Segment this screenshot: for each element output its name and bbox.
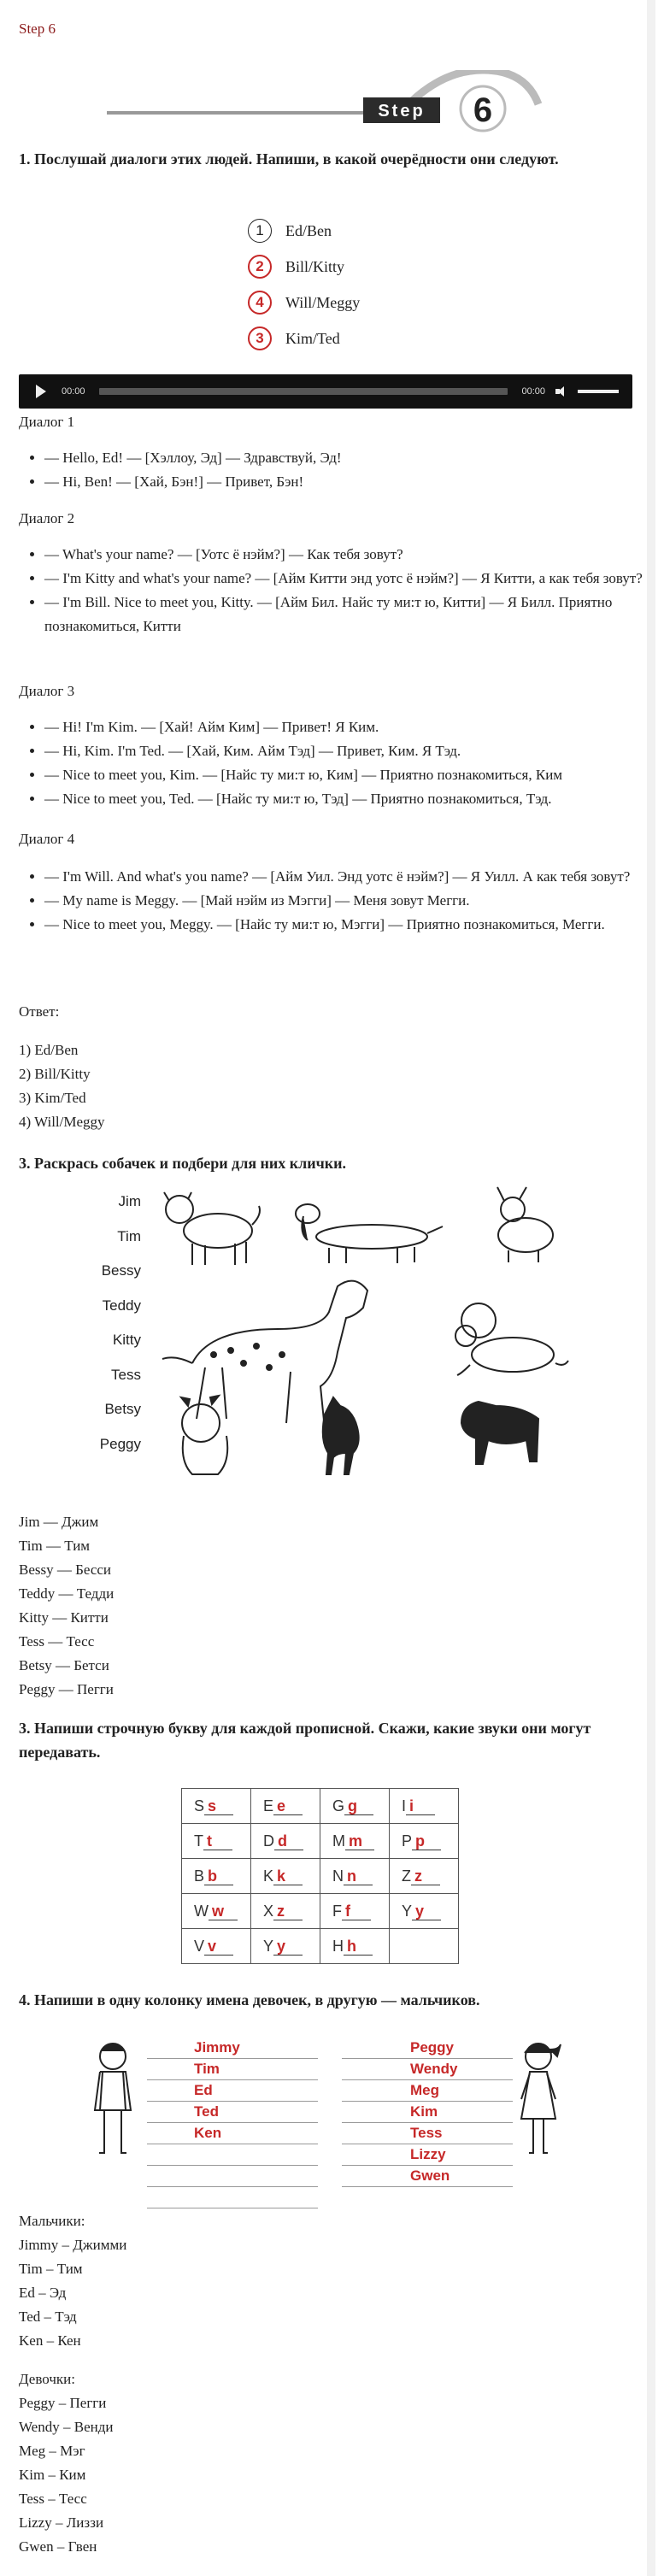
lowercase-answer: i (406, 1797, 435, 1815)
letter-cell (182, 1824, 251, 1859)
letter-cell (182, 1789, 251, 1824)
letter-cell (182, 1859, 251, 1894)
audio-current-time: 00:00 (62, 386, 85, 397)
toy-terrier-drawing (323, 1397, 359, 1474)
lowercase-answer: g (344, 1797, 373, 1815)
lowercase-answer: z (273, 1903, 303, 1920)
dialog-line: • — My name is Meggy. — [Май нэйм из Мэгги] — Меня зовут Мегги. (44, 889, 643, 913)
dog-translations (19, 1510, 114, 1702)
boy-name-line: Ed (147, 2080, 318, 2102)
dialog-line: • — Nice to meet you, Meggy. — [Найс ту ми:т ю, Мэгги] — Приятно познакомиться, Мегги. (44, 913, 643, 937)
dialog-line: • — Hi, Ben! — [Хай, Бэн!] — Привет, Бэн! (44, 470, 643, 494)
task4-heading: 4. Напиши в одну колонку имена девочек, в другую — мальчиков. (19, 1991, 480, 2008)
letter-cell (320, 1789, 390, 1824)
dog-name: Tim (117, 1227, 141, 1244)
capital-letter: F (332, 1902, 342, 1920)
boy-translation: Ted – Тэд (19, 2308, 77, 2325)
dialog-lines (19, 715, 643, 811)
capital-letter: G (332, 1797, 345, 1814)
letters-row (182, 1789, 459, 1824)
answer-line: 2) Bill/Kitty (19, 1066, 91, 1082)
girl-translation: Lizzy – Лиззи (19, 2514, 104, 2531)
dialog-lines (19, 865, 643, 937)
letter-cell (320, 1929, 390, 1964)
order-number: 1 (248, 219, 272, 243)
play-icon[interactable] (36, 385, 46, 398)
boy-name-line: Tim (147, 2059, 318, 2080)
lowercase-answer: d (274, 1832, 303, 1850)
girl-name-line: Peggy (342, 2038, 513, 2059)
girl-translation: Tess – Тесс (19, 2491, 87, 2507)
letters-row (182, 1929, 459, 1964)
letter-cell (182, 1894, 251, 1929)
order-number: 4 (248, 291, 272, 315)
lowercase-answer: h (344, 1938, 373, 1956)
dialog-line: • — I'm Kitty and what's your name? — [Айм Китти энд уотс ё нэйм?] — Я Китти, а как тебя зовут? (44, 567, 643, 591)
step-banner (107, 70, 543, 133)
dachshund-drawing (296, 1204, 443, 1263)
answer-line: 3) Kim/Ted (19, 1090, 86, 1106)
scottie-drawing (461, 1402, 538, 1464)
letters-row (182, 1824, 459, 1859)
lowercase-answer: t (203, 1832, 232, 1850)
boy-translation: Tim – Тим (19, 2261, 83, 2277)
pug-drawing (164, 1192, 260, 1265)
capital-letter: Y (263, 1937, 274, 1955)
letters-row (182, 1894, 459, 1929)
letter-cell (320, 1859, 390, 1894)
task1-heading: 1. Послушай диалоги этих людей. Напиши, в какой очерёдности они следуют. (19, 150, 559, 168)
girls-label: Девочки: (19, 2371, 75, 2387)
lowercase-answer: n (344, 1867, 373, 1885)
dialog-title: Диалог 3 (19, 683, 75, 699)
capital-letter: I (402, 1797, 407, 1814)
dog-name: Bessy (101, 1262, 141, 1279)
girl-translation: Peggy – Пегги (19, 2395, 107, 2411)
dialog-line: • — I'm Bill. Nice to meet you, Kitty. — [Айм Бил. Найс ту ми:т ю, Китти] — Я Билл. Приятно познакомиться, Китти (44, 591, 643, 638)
capital-letter: X (263, 1902, 274, 1920)
girl-name-line: Tess (342, 2123, 513, 2144)
dog-name-list (94, 1193, 141, 1470)
translation-line: Peggy — Пегги (19, 1681, 114, 1697)
boys-list (19, 2233, 126, 2353)
dog-name: Tess (111, 1366, 141, 1383)
dialog-title: Диалог 2 (19, 510, 75, 526)
boy-translation: Ed – Эд (19, 2285, 67, 2301)
dog-name: Kitty (112, 1332, 141, 1348)
dog-name: Teddy (102, 1297, 141, 1314)
capital-letter: W (194, 1902, 209, 1920)
letters-row (182, 1859, 459, 1894)
girl-name-line: Lizzy (342, 2144, 513, 2166)
letter-cell (390, 1859, 459, 1894)
audio-player[interactable] (19, 374, 632, 409)
lowercase-answer: y (412, 1903, 441, 1920)
boy-name-line (147, 2166, 318, 2187)
dialog-lines (19, 446, 643, 494)
dialog-title: Диалог 4 (19, 831, 75, 847)
capital-letter: V (194, 1937, 205, 1955)
boy-name-line: Jimmy (147, 2038, 318, 2059)
capital-letter: E (263, 1797, 274, 1814)
banner-word: Step (378, 102, 426, 121)
audio-progress-bar[interactable] (99, 388, 508, 395)
boy-name-line (147, 2144, 318, 2166)
letter-cell (320, 1824, 390, 1859)
translation-line: Tim — Тим (19, 1538, 91, 1554)
banner-number: 6 (473, 91, 493, 129)
letter-cell (390, 1824, 459, 1859)
letter-cell (251, 1929, 320, 1964)
lowercase-answer: v (204, 1938, 233, 1956)
boy-drawing (87, 2038, 138, 2166)
dog-name: Peggy (99, 1435, 141, 1452)
girl-translation: Wendy – Венди (19, 2419, 114, 2435)
boy-translation: Jimmy – Джимми (19, 2237, 127, 2253)
audio-total-time: 00:00 (521, 386, 545, 397)
order-item (248, 251, 344, 282)
order-names: Ed/Ben (285, 221, 332, 239)
letter-cell (390, 1894, 459, 1929)
order-item (248, 215, 332, 246)
dialog-line: • — I'm Will. And what's you name? — [Айм Уил. Энд уотс ё нэйм?] — Я Уилл. А как тебя зовут? (44, 865, 643, 889)
boy-name-line (147, 2187, 318, 2208)
letter-cell (251, 1824, 320, 1859)
step-title: Step 6 (19, 21, 56, 37)
order-number: 3 (248, 326, 272, 350)
girl-name-line: Kim (342, 2102, 513, 2123)
capital-letter: P (402, 1832, 413, 1850)
task3a-heading: 3. Раскрась собачек и подбери для них клички. (19, 1155, 347, 1172)
capital-letter: M (332, 1832, 345, 1850)
boy-name-line: Ted (147, 2102, 318, 2123)
capital-letter: T (194, 1832, 203, 1850)
answer-line: 4) Will/Meggy (19, 1114, 105, 1130)
lowercase-answer: p (412, 1832, 441, 1850)
poodle-drawing (455, 1303, 568, 1375)
lowercase-answer: z (411, 1867, 440, 1885)
chihuahua-drawing (497, 1187, 553, 1262)
lowercase-answer: e (273, 1797, 303, 1815)
lowercase-answer: f (342, 1903, 371, 1920)
answer-label: Ответ: (19, 1003, 60, 1020)
capital-letter: B (194, 1867, 205, 1885)
order-names: Bill/Kitty (285, 257, 345, 275)
dialog-line: • — Hello, Ed! — [Хэллоу, Эд] — Здравствуй, Эд! (44, 446, 643, 470)
dog-name: Jim (118, 1193, 141, 1209)
answer-lines (19, 1038, 105, 1134)
capital-letter: Y (402, 1902, 413, 1920)
letter-cell (251, 1859, 320, 1894)
dialog-title: Диалог 1 (19, 414, 75, 430)
order-item (248, 323, 340, 354)
order-item (248, 287, 360, 318)
girl-name-line: Gwen (342, 2166, 513, 2187)
girl-drawing (513, 2038, 564, 2166)
volume-icon[interactable] (555, 386, 567, 397)
dog-name: Betsy (104, 1401, 141, 1417)
letter-cell (390, 1929, 459, 1964)
translation-line: Betsy — Бетси (19, 1657, 109, 1673)
letter-cell (182, 1929, 251, 1964)
letter-cell (251, 1789, 320, 1824)
girl-translation: Gwen – Гвен (19, 2538, 97, 2555)
capital-letter: K (263, 1867, 274, 1885)
dialog-line: • — Nice to meet you, Ted. — [Найс ту ми:т ю, Тэд] — Приятно познакомиться, Тэд. (44, 787, 643, 811)
boy-translation: Ken – Кен (19, 2332, 81, 2349)
capital-letter: H (332, 1937, 344, 1955)
translation-line: Bessy — Бесси (19, 1561, 112, 1578)
order-names: Kim/Ted (285, 329, 340, 347)
dialog-line: • — Hi! I'm Kim. — [Хай! Айм Ким] — Привет! Я Ким. (44, 715, 643, 739)
translation-line: Teddy — Тедди (19, 1585, 115, 1602)
capital-letter: Z (402, 1867, 411, 1885)
lowercase-answer: b (204, 1867, 233, 1885)
lowercase-answer: k (273, 1867, 303, 1885)
capital-letter: N (332, 1867, 344, 1885)
translation-line: Jim — Джим (19, 1514, 99, 1530)
boys-label: Мальчики: (19, 2213, 85, 2229)
letters-table (181, 1788, 459, 1964)
translation-line: Tess — Тесс (19, 1633, 95, 1650)
boy-name-line: Ken (147, 2123, 318, 2144)
letter-cell (390, 1789, 459, 1824)
dialog-line: • — Nice to meet you, Kim. — [Найс ту ми:т ю, Ким] — Приятно познакомиться, Ким (44, 763, 643, 787)
boys-names-column (147, 2038, 318, 2208)
order-number: 2 (248, 255, 272, 279)
capital-letter: S (194, 1797, 205, 1814)
girls-list (19, 2391, 113, 2559)
letter-cell (320, 1894, 390, 1929)
order-names: Will/Meggy (285, 293, 361, 311)
dogs-illustration (154, 1184, 581, 1483)
lowercase-answer: m (345, 1832, 374, 1850)
volume-slider[interactable] (578, 390, 619, 393)
dialog-lines (19, 543, 643, 638)
girl-translation: Meg – Мэг (19, 2443, 85, 2459)
dialog-line: • — What's your name? — [Уотс ё нэйм?] — Как тебя зовут? (44, 543, 643, 567)
girl-name-line: Wendy (342, 2059, 513, 2080)
lowercase-answer: y (273, 1938, 303, 1956)
answer-line: 1) Ed/Ben (19, 1042, 79, 1058)
letter-cell (251, 1894, 320, 1929)
lowercase-answer: s (204, 1797, 233, 1815)
shih-tzu-drawing (181, 1396, 227, 1474)
dialog-line: • — Hi, Kim. I'm Ted. — [Хай, Ким. Айм Тэд] — Привет, Ким. Я Тэд. (44, 739, 643, 763)
task3b-heading: 3. Напиши строчную букву для каждой прописной. Скажи, какие звуки они могут передавать. (19, 1720, 591, 1761)
translation-line: Kitty — Китти (19, 1609, 109, 1626)
girl-name-line: Meg (342, 2080, 513, 2102)
banner-line (107, 111, 363, 115)
capital-letter: D (263, 1832, 274, 1850)
lowercase-answer: w (209, 1903, 238, 1920)
girls-names-column (342, 2038, 513, 2187)
girl-translation: Kim – Ким (19, 2467, 86, 2483)
